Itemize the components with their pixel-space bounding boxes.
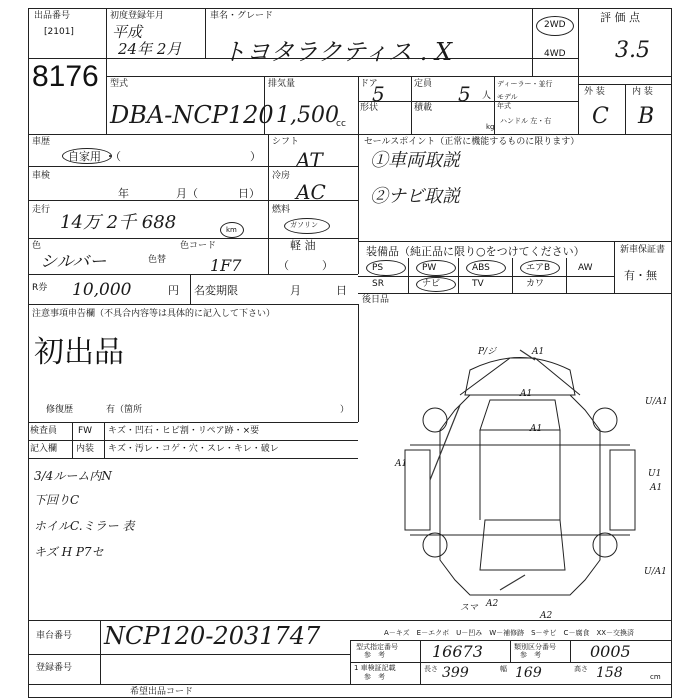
color-value: シルバー [40,252,107,272]
damage-mark-label: P/ジ [478,347,497,357]
shift-value: AT [296,148,323,172]
seats-unit: 人 [482,91,492,101]
name-change-label: 名変期限 [194,284,238,297]
dealer-label: ディーラー・並行 [497,80,553,88]
bottom-label: 希望出品コード [130,687,194,697]
displacement-value: 1,500 [276,103,339,128]
fw-row: キズ・凹石・ヒビ割・リペア跡・×要 [108,426,260,436]
mileage-unit: km [226,226,237,234]
cert-label: 1 車検証記載 [354,664,396,672]
fuel-label: 燃料 [272,205,291,215]
type-num-sub: 参 考 [364,651,385,659]
ext-value: C [592,104,609,129]
width-value: 169 [515,665,542,681]
seats-label: 定員 [414,79,433,89]
repair-value: 有（箇所 [106,405,143,415]
inspection-day: 日） [238,187,260,200]
first-reg-value: 24年 2月 [118,40,182,58]
equipment-item: AW [578,263,593,273]
damage-mark-label: A2 [540,611,553,621]
handle-label: ハンドル 左・右 [500,117,552,125]
ext-label: 外 装 [584,87,605,97]
cert-sub: 参 考 [364,673,385,681]
type-num-label: 型式指定番号 [356,643,398,651]
ac-value: AC [296,180,326,204]
repair-label: 修復歴 [46,405,74,415]
reg-label: 登録番号 [36,663,73,673]
inspector-label-1: 検査員 [30,426,58,436]
color-label: 色 [32,241,42,251]
lot-number: 8176 [32,60,99,93]
shape-label: 形状 [360,103,379,113]
displacement-unit: cc [336,119,346,129]
chassis-value: NCP120-2031747 [104,622,321,650]
class-label: 類別区分番号 [514,643,556,651]
sales-1: ①車両取説 [370,150,460,171]
chassis-label: 車台番号 [36,631,73,641]
lot-sub: [2101] [44,27,74,37]
equipment-label: 装備品（純正品に限り○をつけてください） [366,245,585,258]
model-year-sub: 年式 [497,102,511,110]
sales-2: ②ナビ取説 [370,186,460,207]
damage-mark-label: A1 [395,459,408,469]
damage-mark-label: A1 [650,483,663,493]
color-change-label: 色替 [148,255,167,265]
load-label: 積載 [414,103,433,113]
int-value: B [638,104,655,129]
equipment-item: ABS [472,263,490,273]
warranty-value: 有・無 [624,269,657,282]
displacement-label: 排気量 [268,79,296,89]
name-change-month: 月 [290,284,301,297]
interior-head: 内装 [76,444,95,454]
recycle-unit: 円 [168,284,179,297]
class-value: 0005 [590,642,631,661]
memo-2: 下回りC [34,493,80,507]
doors-value: 5 [372,82,385,106]
equipment-item: エアB [526,263,551,273]
ac-label: 冷房 [272,171,291,181]
cm-unit: cm [650,673,661,681]
int-label: 内 装 [632,87,653,97]
type-num-value: 16673 [432,642,483,661]
doors-label: ドア [360,79,378,89]
drive-4wd: 4WD [544,49,566,59]
equipment-item: PW [422,263,437,273]
mileage-value: 14万 2千 688 [60,212,177,233]
fw-head: FW [78,426,93,436]
width-label: 幅 [500,665,507,673]
drive-2wd: 2WD [544,20,566,30]
load-unit: kg [486,123,495,131]
damage-mark-label: A2 [486,599,499,609]
height-label: 高さ [574,665,588,673]
mileage-label: 走行 [32,205,51,215]
height-value: 158 [596,665,623,681]
repair-close: ） [340,405,350,415]
inspection-month: 月（ [176,187,198,200]
history-close: ） [250,150,261,163]
color-code-value: 1F7 [210,256,242,275]
color-code-label: 色コード [180,241,217,251]
notes-label: 注意事項申告欄（不具合内容等は具体的に記入して下さい） [32,309,276,319]
recycle-value: 10,000 [72,280,132,300]
model-value: DBA-NCP120 [110,101,274,129]
name-change-day: 日 [336,284,347,297]
damage-mark-label: U/A1 [645,397,668,407]
fuel-paren: （ ） [278,259,333,272]
inspection-year: 年 [118,187,129,200]
fuel-gas: ガソリン [290,221,318,229]
damage-mark-label: A1 [530,424,543,434]
damage-mark-label: A1 [520,389,533,399]
len-label: 長さ [424,665,438,673]
recycle-label: R券 [32,283,48,293]
notes-value: 初出品 [34,335,124,370]
history-label: 車歴 [32,137,51,147]
seats-value: 5 [458,82,471,106]
equipment-item: ナビ [422,279,441,289]
grade-label: 評 価 点 [600,11,640,24]
grade-value: 3.5 [615,38,650,63]
shift-label: シフト [272,137,300,147]
len-value: 399 [442,665,469,681]
class-sub: 参 考 [520,651,541,659]
damage-mark-label: U/A1 [644,567,667,577]
sales-label: セールスポイント（正常に機能するものに限ります） [364,137,580,147]
memo-1: 3/4ルーム内N [34,469,112,483]
lot-label: 出品番号 [34,11,71,21]
model-year-label: モデル [497,93,518,101]
interior-row: キズ・汚レ・コゲ・穴・スレ・キレ・破レ [108,444,279,454]
model-label: 型式 [110,79,129,89]
memo-3: ホイルC.ミラー 表 [34,519,135,533]
car-name-label: 車名・グレード [210,11,274,21]
legend: A－キズ E－エクボ U－凹み W－補修跡 S－サビ C－腐食 XX－交換済 [384,629,635,637]
memo-4: キズ H P7セ [34,545,104,559]
first-reg-label: 初度登録年月 [110,11,165,21]
damage-mark-label: スマ [460,603,478,613]
fuel-diesel: 軽 油 [290,239,316,252]
new-warranty-label: 新車保証書 [620,245,666,255]
damage-mark-label: U1 [648,469,662,479]
damage-mark-label: A1 [532,347,545,357]
equipment-item: SR [372,279,384,289]
equipment-item: PS [372,263,384,273]
inspection-label: 車検 [32,171,51,181]
inspector-label-2: 記入欄 [30,444,58,454]
post-item-label: 後日品 [362,295,390,305]
car-name-value: トヨタラクティス . X [222,38,453,66]
equipment-item: TV [472,279,484,289]
equipment-item: カワ [526,279,545,289]
history-value: 自家用 ・（ [68,150,121,163]
first-reg-era: 平成 [112,23,143,41]
